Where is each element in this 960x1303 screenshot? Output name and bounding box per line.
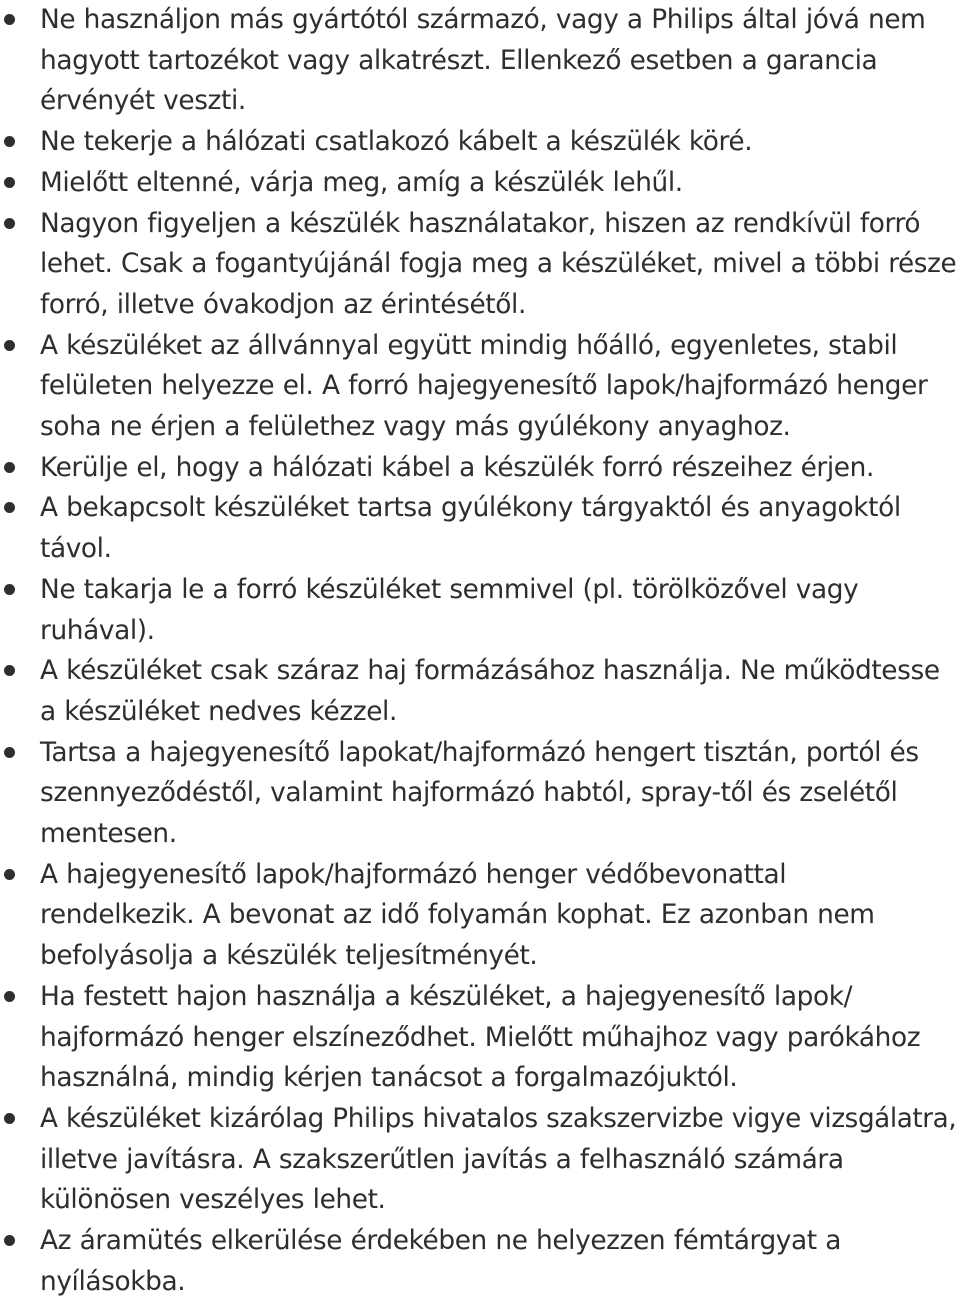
- list-item-text-line: lehet. Csak a fogantyújánál fogja meg a készüléket, mivel a többi része: [40, 248, 957, 280]
- list-item: [0, 448, 960, 489]
- bullet-icon: [4, 991, 15, 1002]
- list-item: [0, 1221, 960, 1302]
- list-item-text-line: használná, mindig kérjen tanácsot a forgalmazójuktól.: [40, 1062, 738, 1094]
- bullet-icon: [4, 340, 15, 351]
- list-item-text-line: Kerülje el, hogy a hálózati kábel a készülék forró részeihez érjen.: [40, 451, 874, 483]
- list-item: [0, 733, 960, 855]
- list-item-text-line: A készüléket csak száraz haj formázásához használja. Ne működtesse: [40, 655, 940, 687]
- list-item-text-line: Nagyon figyeljen a készülék használatakor, hiszen az rendkívül forró: [40, 207, 921, 239]
- bullet-icon: [4, 665, 15, 676]
- bullet-icon: [4, 136, 15, 147]
- list-item-text-line: A hajegyenesítő lapok/hajformázó henger védőbevonattal: [40, 858, 787, 890]
- list-item: [0, 651, 960, 732]
- list-item: [0, 488, 960, 569]
- list-item-text-line: Ne tekerje a hálózati csatlakozó kábelt a készülék köré.: [40, 126, 753, 158]
- list-item-text-line: távol.: [40, 533, 112, 565]
- bullet-icon: [4, 584, 15, 595]
- bullet-icon: [4, 869, 15, 880]
- list-item: [0, 163, 960, 204]
- list-item: [0, 326, 960, 448]
- list-item-text-line: forró, illetve óvakodjon az érintésétől.: [40, 288, 526, 320]
- list-item-text-line: rendelkezik. A bevonat az idő folyamán kophat. Ez azonban nem: [40, 899, 875, 931]
- list-item-text-line: A készüléket kizárólag Philips hivatalos szakszervizbe vigye vizsgálatra,: [40, 1102, 957, 1134]
- list-item-text-line: nyílásokba.: [40, 1265, 186, 1297]
- list-item-text-line: különösen veszélyes lehet.: [40, 1184, 386, 1216]
- bullet-icon: [4, 747, 15, 758]
- list-item: [0, 570, 960, 651]
- list-item-text-line: érvényét veszti.: [40, 85, 246, 117]
- list-item: [0, 1099, 960, 1221]
- list-item-text-line: Tartsa a hajegyenesítő lapokat/hajformázó hengert tisztán, portól és: [40, 736, 919, 768]
- list-item-text-line: Az áramütés elkerülése érdekében ne helyezzen fémtárgyat a: [40, 1225, 841, 1257]
- list-item: [0, 204, 960, 326]
- list-item-text-line: felületen helyezze el. A forró hajegyenesítő lapok/hajformázó henger: [40, 370, 928, 402]
- list-item: [0, 0, 960, 122]
- list-item-text-line: hajformázó henger elszíneződhet. Mielőtt műhajhoz vagy parókához: [40, 1021, 921, 1053]
- bullet-icon: [4, 462, 15, 473]
- bullet-icon: [4, 177, 15, 188]
- list-item-text-line: Ha festett hajon használja a készüléket, a hajegyenesítő lapok/: [40, 980, 853, 1012]
- bullet-icon: [4, 218, 15, 229]
- bullet-icon: [4, 502, 15, 513]
- list-item-text-line: szennyeződéstől, valamint hajformázó habtól, spray-től és zselétől: [40, 777, 898, 809]
- list-item-text-line: A bekapcsolt készüléket tartsa gyúlékony tárgyaktól és anyagoktól: [40, 492, 901, 524]
- list-item: [0, 855, 960, 977]
- list-item: [0, 122, 960, 163]
- bullet-icon: [4, 1113, 15, 1124]
- bullet-icon: [4, 1235, 15, 1246]
- list-item-text-line: Ne használjon más gyártótól származó, vagy a Philips által jóvá nem: [40, 4, 926, 35]
- list-item-text-line: hagyott tartozékot vagy alkatrészt. Ellenkező esetben a garancia: [40, 44, 878, 76]
- list-item-text-line: illetve javításra. A szakszerűtlen javítás a felhasználó számára: [40, 1143, 844, 1175]
- list-item-text-line: A készüléket az állvánnyal együtt mindig hőálló, egyenletes, stabil: [40, 329, 898, 361]
- list-item-text-line: ruhával).: [40, 614, 155, 646]
- list-item-text-line: befolyásolja a készülék teljesítményét.: [40, 940, 538, 972]
- list-item: [0, 977, 960, 1099]
- bullet-icon: [4, 14, 15, 25]
- list-item-text-line: a készüléket nedves kézzel.: [40, 695, 397, 727]
- list-item-text-line: Ne takarja le a forró készüléket semmivel (pl. törölközővel vagy: [40, 573, 859, 605]
- list-item-text-line: Mielőtt eltenné, várja meg, amíg a készülék lehűl.: [40, 166, 683, 198]
- list-item-text-line: mentesen.: [40, 818, 177, 850]
- list-item-text-line: soha ne érjen a felülethez vagy más gyúlékony anyaghoz.: [40, 411, 791, 443]
